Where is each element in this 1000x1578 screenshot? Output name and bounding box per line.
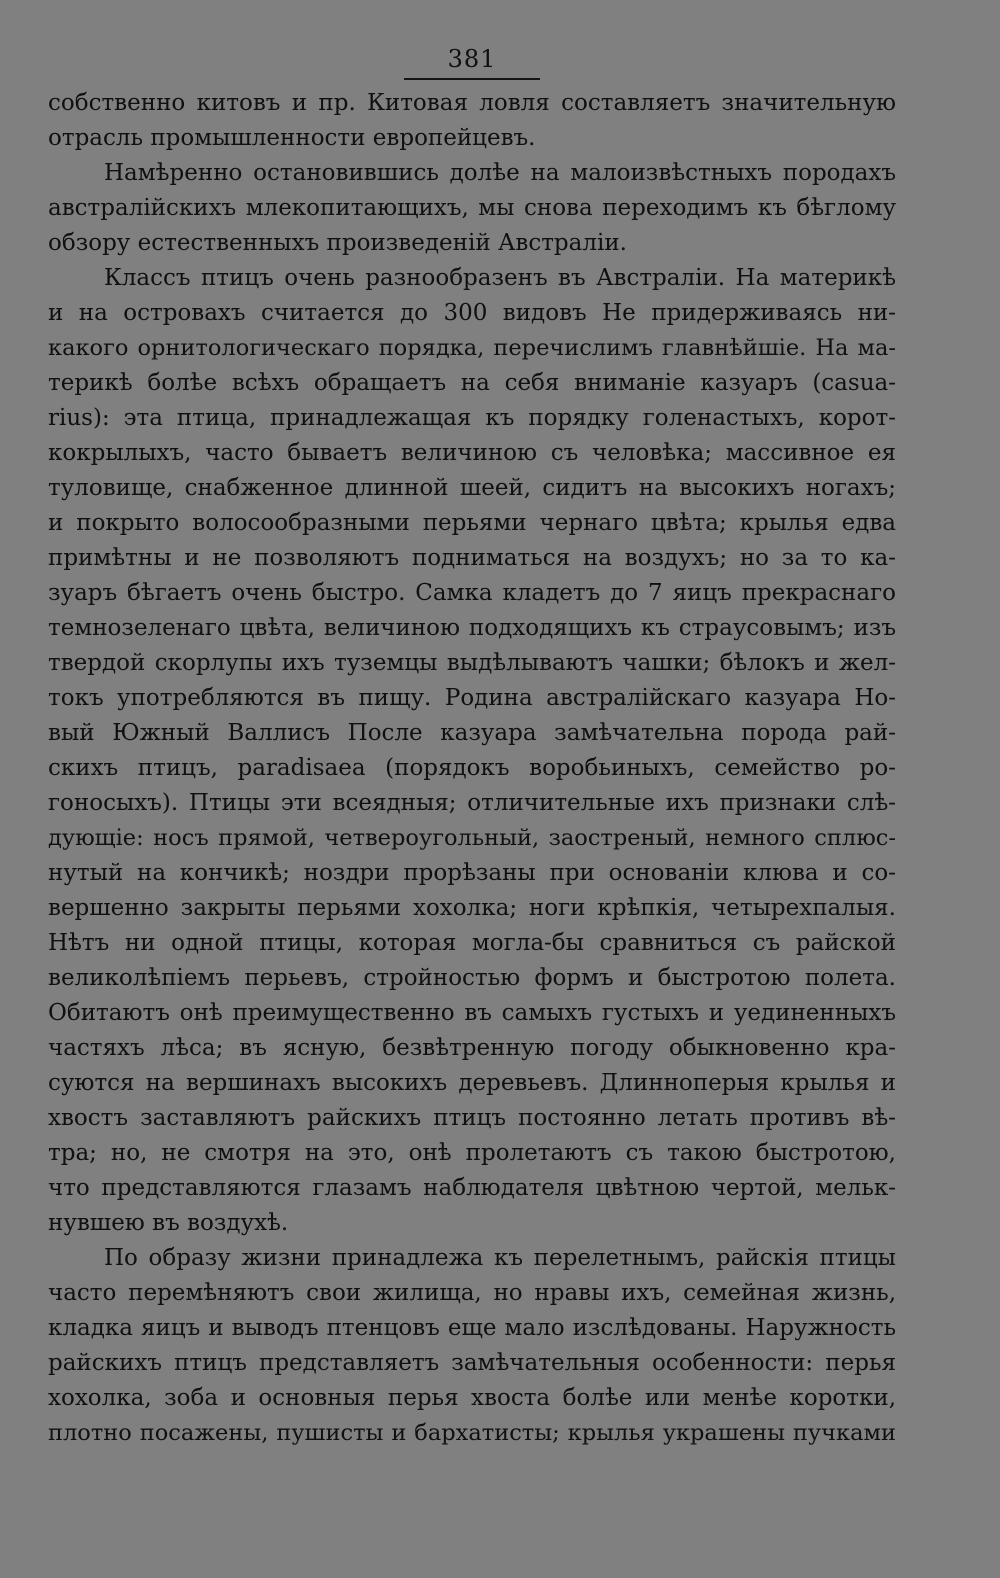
- text-line: кокрылыхъ, часто бываетъ величиною съ человѣка; массивное ея: [48, 440, 896, 466]
- page-number: 381: [404, 42, 540, 80]
- text-line: нувшею въ воздухѣ.: [48, 1210, 289, 1236]
- text-line: великолѣпіемъ перьевъ, стройностью формъ и быстротою полета.: [48, 965, 896, 991]
- text-line: вый Южный Валлисъ После казуара замѣчательна порода рай-: [48, 720, 896, 746]
- text-line: райскихъ птицъ представляетъ замѣчательныя особенности: перья: [48, 1350, 896, 1376]
- text-line: частяхъ лѣса; въ ясную, безвѣтренную погоду обыкновенно кра-: [48, 1035, 896, 1061]
- text-line: часто перемѣняютъ свои жилища, но нравы ихъ, семейная жизнь,: [48, 1280, 896, 1306]
- text-line: что представляются глазамъ наблюдателя цвѣтною чертой, мельк-: [48, 1175, 896, 1201]
- text-line: отрасль промышленности европейцевъ.: [48, 125, 536, 151]
- text-line: какого орнитологическаго порядка, перечислимъ главнѣйшіе. На ма-: [48, 335, 896, 361]
- text-line: обзору естественныхъ произведеній Австраліи.: [48, 230, 627, 256]
- text-line: темнозеленаго цвѣта, величиною подходящихъ къ страусовымъ; изъ: [48, 615, 896, 641]
- text-line: зуаръ бѣгаетъ очень быстро. Самка кладетъ до 7 яицъ прекраснаго: [48, 580, 896, 606]
- text-line: туловище, снабженное длинной шеей, сидитъ на высокихъ ногахъ;: [48, 475, 896, 501]
- text-line: токъ употребляются въ пищу. Родина австралійскаго казуара Но-: [48, 685, 896, 711]
- text-line: Классъ птицъ очень разнообразенъ въ Австраліи. На материкѣ: [104, 265, 896, 291]
- text-line: терикѣ болѣе всѣхъ обращаетъ на себя вниманіе казуаръ (casua-: [48, 370, 896, 396]
- body-text: [48, 86, 896, 1451]
- text-line: и покрыто волосообразными перьями чернаго цвѣта; крылья едва: [48, 510, 896, 536]
- text-line: нутый на кончикѣ; ноздри прорѣзаны при основаніи клюва и со-: [48, 860, 896, 886]
- text-line: дующіе: носъ прямой, четвероугольный, заостреный, немного сплюс-: [48, 825, 896, 851]
- text-line: скихъ птицъ, paradisaea (порядокъ воробьиныхъ, семейство ро-: [48, 755, 896, 781]
- text-line: кладка яицъ и выводъ птенцовъ еще мало изслѣдованы. Наружность: [48, 1315, 896, 1341]
- text-line: и на островахъ считается до 300 видовъ Не придерживаясь ни-: [48, 300, 896, 326]
- text-line: тра; но, не смотря на это, онѣ пролетаютъ съ такою быстротою,: [48, 1140, 896, 1166]
- text-line: собственно китовъ и пр. Китовая ловля составляетъ значительную: [48, 90, 896, 116]
- text-line: гоносыхъ). Птицы эти всеядныя; отличительные ихъ признаки слѣ-: [48, 790, 896, 816]
- text-line: rius): эта птица, принадлежащая къ порядку голенастыхъ, корот-: [48, 405, 896, 431]
- text-line: австралійскихъ млекопитающихъ, мы снова переходимъ къ бѣглому: [48, 195, 896, 221]
- text-line: суются на вершинахъ высокихъ деревьевъ. Длинноперыя крылья и: [48, 1070, 896, 1096]
- text-line: Намѣренно остановившись долѣе на малоизвѣстныхъ породахъ: [104, 160, 896, 186]
- text-line: плотно посажены, пушисты и бархатисты; крылья украшены пучками: [48, 1420, 896, 1446]
- text-line: Нѣтъ ни одной птицы, которая могла-бы сравниться съ райской: [48, 930, 896, 956]
- book-page: [48, 42, 896, 1451]
- text-line: примѣтны и не позволяютъ подниматься на воздухъ; но за то ка-: [48, 545, 896, 571]
- text-line: твердой скорлупы ихъ туземцы выдѣлываютъ чашки; бѣлокъ и жел-: [48, 650, 896, 676]
- text-line: вершенно закрыты перьями хохолка; ноги крѣпкія, четырехпалыя.: [48, 895, 896, 921]
- text-line: Обитаютъ онѣ преимущественно въ самыхъ густыхъ и уединенныхъ: [48, 1000, 896, 1026]
- text-line: По образу жизни принадлежа къ перелетнымъ, райскія птицы: [104, 1245, 896, 1271]
- text-line: хвостъ заставляютъ райскихъ птицъ постоянно летать противъ вѣ-: [48, 1105, 896, 1131]
- text-line: хохолка, зоба и основныя перья хвоста болѣе или менѣе коротки,: [48, 1385, 896, 1411]
